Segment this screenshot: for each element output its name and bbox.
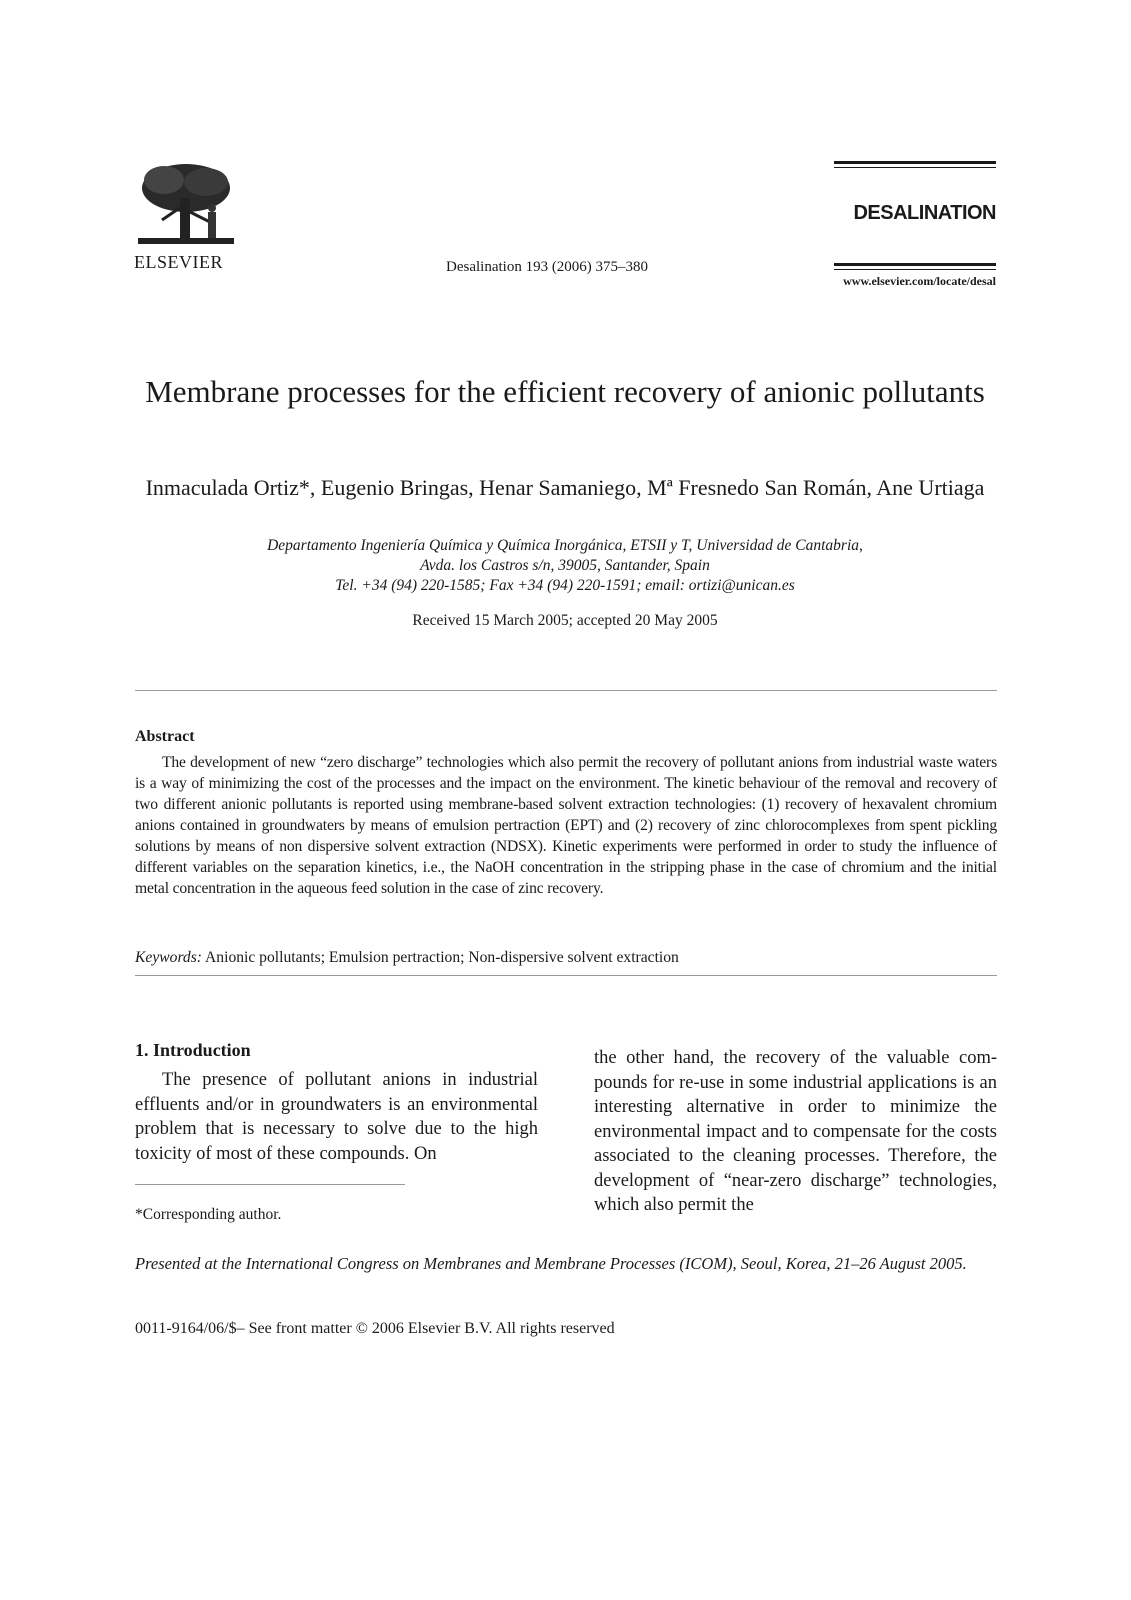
keywords-list: Anionic pollutants; Emulsion pertraction; Non-dispersive solvent extraction	[205, 949, 679, 966]
contact-line: Tel. +34 (94) 220-1585; Fax +34 (94) 220-1591; email: ortizi@unican.es	[335, 577, 795, 594]
journal-rule	[834, 167, 996, 168]
elsevier-tree-icon	[134, 160, 238, 250]
keywords	[135, 949, 679, 967]
paper-title: Membrane processes for the efficient recovery of anionic pollutants	[145, 374, 985, 409]
abstract-body: The development of new “zero discharge” technologies which also permit the recovery of pollutant anions from industrial waste waters is a way of minimizing the cost of the processes and the impact on the environment. The kinetic behaviour of the removal and recovery of two different anionic pollutants is reported using membrane-based solvent extraction technologies: (1) recovery of hexavalent chromium anions contained in groundwaters by means of emulsion pertraction (EPT) and (2) recovery of zinc chlorocomplexes from spent pickling solutions by means of non dispersive solvent extraction (NDSX). Kinetic experiments were performed in order to study the influence of different variables on the separation kinetics, i.e., the NaOH concentration in the stripping phase in the case of chromium and the initial metal concentration in the aqueous feed solution in the case of zinc recovery.	[135, 754, 997, 897]
footnote: *Corresponding author.	[135, 1206, 282, 1223]
journal-reference: Desalination 193 (2006) 375–380	[446, 259, 649, 275]
footnote-rule	[135, 1184, 405, 1185]
journal-rule	[834, 161, 996, 164]
affiliation	[135, 536, 995, 596]
journal-name: DESALINATION	[853, 202, 996, 224]
affiliation-line: Departamento Ingeniería Química y Química Inorgánica, ETSII y T, Universidad de Cantabria,	[267, 537, 863, 554]
journal-url[interactable]: www.elsevier.com/locate/desal	[843, 274, 996, 288]
journal-rule	[834, 263, 996, 266]
author-list: Inmaculada Ortiz*, Eugenio Bringas, Henar Samaniego, Mª Fresnedo San Román, Ane Urtiaga	[145, 475, 985, 500]
received-dates: Received 15 March 2005; accepted 20 May 2005	[412, 612, 718, 629]
intro-right-column: the other hand, the recovery of the valuable compounds for re-use in some industrial applications is an interesting alternative in order to minimize the environmental impact and to compensate for the costs associated to the cleaning processes. Therefore, the development of “near-zero discharge” technologies, which also permit the	[594, 1048, 997, 1215]
affiliation-line: Avda. los Castros s/n, 39005, Santander, Spain	[420, 557, 710, 574]
publisher-logo	[134, 160, 238, 273]
divider	[135, 690, 997, 691]
conference-note: Presented at the International Congress on Membranes and Membrane Processes (ICOM), Seoul, Korea, 21–26 August 2005.	[135, 1254, 967, 1273]
section-heading: 1. Introduction	[135, 1040, 251, 1060]
divider	[135, 975, 997, 976]
keywords-label: Keywords:	[135, 949, 202, 966]
journal-rule	[834, 269, 996, 270]
copyright-line: 0011-9164/06/$– See front matter © 2006 Elsevier B.V. All rights reserved	[135, 1320, 615, 1337]
abstract-heading: Abstract	[135, 728, 195, 745]
publisher-logo-text: ELSEVIER	[134, 252, 223, 272]
intro-left-column: The presence of pollutant anions in industrial effluents and/or in groundwaters is an environmental problem that is necessary to solve due to the high toxicity of most of these compounds. On	[135, 1070, 538, 1164]
